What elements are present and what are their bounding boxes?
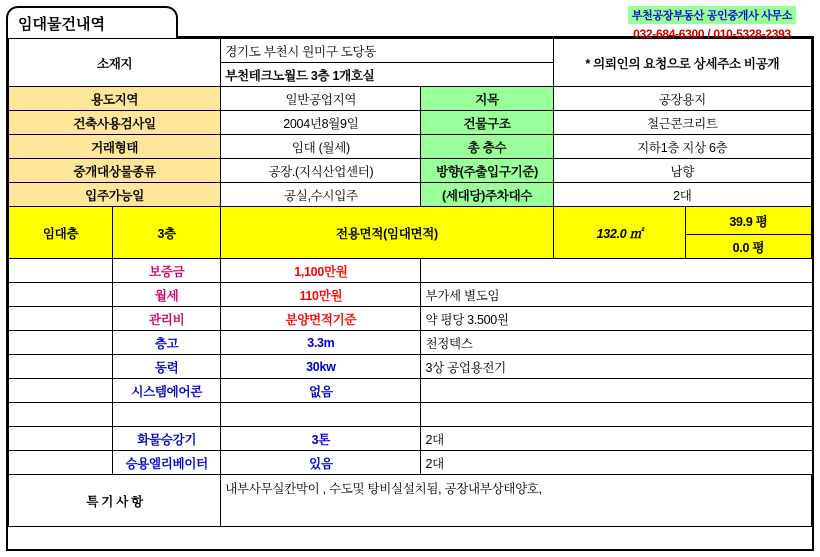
term-label-8: 승용엘리베이터 <box>113 451 221 475</box>
term-value-5: 없음 <box>221 379 421 403</box>
remarks-line2 <box>221 501 812 527</box>
term-note-2: 약 평당 3.500원 <box>421 307 812 331</box>
term-row-7 <box>9 427 812 451</box>
term-note-7: 2대 <box>421 427 812 451</box>
info-value2-2: 지하1층 지상 6층 <box>553 135 811 159</box>
term-spacer-2 <box>9 307 113 331</box>
info-value-3: 공장.(지식산업센터) <box>221 159 421 183</box>
term-note-3: 천정텍스 <box>421 331 812 355</box>
address-line1: 경기도 부천시 원미구 도당동 <box>221 39 553 63</box>
info-value2-4: 2대 <box>553 183 811 207</box>
address-label: 소재지 <box>9 39 221 87</box>
contact-block <box>610 6 814 41</box>
term-value-0: 1,100만원 <box>221 259 421 283</box>
term-value-3: 3.3m <box>221 331 421 355</box>
term-spacer-3 <box>9 331 113 355</box>
exclusive-area-label: 전용면적(임대면적) <box>221 207 553 259</box>
remarks-line1: 내부사무실칸막이 , 수도및 탕비실설치됨, 공장내부상태양호, <box>221 475 812 501</box>
area-pyeong-1: 39.9 평 <box>685 207 811 235</box>
info-label2-4: (세대당)주차대수 <box>421 183 553 207</box>
term-label-6 <box>113 403 221 427</box>
term-value-8: 있음 <box>221 451 421 475</box>
info-label-2: 거래형태 <box>9 135 221 159</box>
rent-floor-label: 임대층 <box>9 207 113 259</box>
term-note-5 <box>421 379 812 403</box>
info-label-4: 입주가능일 <box>9 183 221 207</box>
info-label2-1: 건물구조 <box>421 111 553 135</box>
term-row-2 <box>9 307 812 331</box>
info-label-1: 건축사용검사일 <box>9 111 221 135</box>
term-label-7: 화물승강기 <box>113 427 221 451</box>
info-value2-1: 철근콘크리트 <box>553 111 811 135</box>
info-value-1: 2004년8월9일 <box>221 111 421 135</box>
term-label-2: 관리비 <box>113 307 221 331</box>
term-spacer-6 <box>9 403 113 427</box>
term-row-0 <box>9 259 812 283</box>
info-value-2: 임대 (월세) <box>221 135 421 159</box>
remarks-label: 특 기 사 항 <box>9 475 221 527</box>
term-row-6 <box>9 403 812 427</box>
term-spacer-4 <box>9 355 113 379</box>
info-row-0 <box>9 87 812 111</box>
term-label-0: 보증금 <box>113 259 221 283</box>
term-label-1: 월세 <box>113 283 221 307</box>
term-row-8 <box>9 451 812 475</box>
term-value-1: 110만원 <box>221 283 421 307</box>
info-row-4 <box>9 183 812 207</box>
term-row-4 <box>9 355 812 379</box>
property-table <box>8 38 812 527</box>
info-label2-2: 총 층수 <box>421 135 553 159</box>
term-value-2: 분양면적기준 <box>221 307 421 331</box>
document-frame <box>6 36 814 551</box>
info-row-1 <box>9 111 812 135</box>
info-value-4: 공실,수시입주 <box>221 183 421 207</box>
term-value-7: 3톤 <box>221 427 421 451</box>
address-row-1 <box>9 39 812 63</box>
contact-office-name: 부천공장부동산 공인중개사 사무소 <box>628 6 796 24</box>
term-row-3 <box>9 331 812 355</box>
area-m2: 132.0 ㎡ <box>553 207 685 259</box>
term-label-5: 시스템에어콘 <box>113 379 221 403</box>
term-value-4: 30kw <box>221 355 421 379</box>
term-row-5 <box>9 379 812 403</box>
term-note-6 <box>421 403 812 427</box>
term-note-8: 2대 <box>421 451 812 475</box>
info-value2-3: 남향 <box>553 159 811 183</box>
remarks-row-1 <box>9 475 812 501</box>
term-spacer-5 <box>9 379 113 403</box>
area-row-1 <box>9 207 812 235</box>
info-label2-3: 방향(주출입구기준) <box>421 159 553 183</box>
address-notice: * 의뢰인의 요청으로 상세주소 비공개 <box>553 39 811 87</box>
term-note-4: 3상 공업용전기 <box>421 355 812 379</box>
area-pyeong-2: 0.0 평 <box>685 235 811 259</box>
address-line2: 부천테크노월드 3층 1개호실 <box>221 63 553 87</box>
info-row-2 <box>9 135 812 159</box>
info-value2-0: 공장용지 <box>553 87 811 111</box>
term-row-1 <box>9 283 812 307</box>
info-label-3: 중개대상물종류 <box>9 159 221 183</box>
term-label-4: 동력 <box>113 355 221 379</box>
rent-floor-value: 3층 <box>113 207 221 259</box>
term-spacer-8 <box>9 451 113 475</box>
term-spacer-7 <box>9 427 113 451</box>
info-value-0: 일반공업지역 <box>221 87 421 111</box>
term-note-0 <box>421 259 812 283</box>
term-value-6 <box>221 403 421 427</box>
term-spacer-0 <box>9 259 113 283</box>
term-note-1: 부가세 별도임 <box>421 283 812 307</box>
info-label-0: 용도지역 <box>9 87 221 111</box>
info-row-3 <box>9 159 812 183</box>
info-label2-0: 지목 <box>421 87 553 111</box>
term-label-3: 층고 <box>113 331 221 355</box>
document-title-tab <box>6 6 178 38</box>
term-spacer-1 <box>9 283 113 307</box>
contact-phone: 032-684-6300 / 010-5328-2393 <box>633 27 791 41</box>
contact-office-wrap <box>610 6 814 24</box>
page-title: 임대물건내역 <box>18 15 105 33</box>
